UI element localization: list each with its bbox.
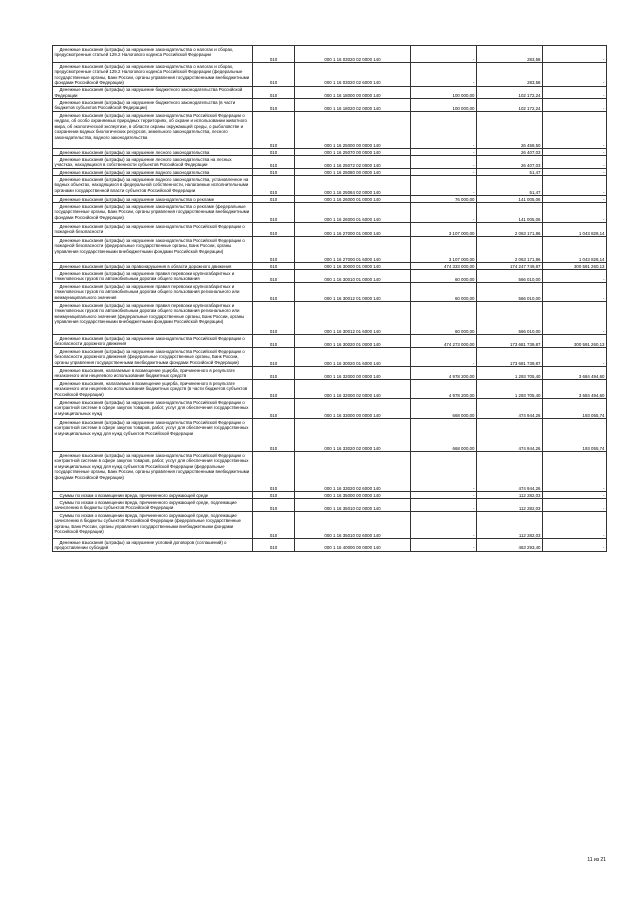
table-row xyxy=(53,46,607,63)
row-unexecuted-cell: 3 684 494,60 xyxy=(543,380,607,399)
row-name-cell: Денежные взыскания (штрафы) за нарушение законодательства о рекламе xyxy=(53,196,253,203)
row-approved-cell: - xyxy=(411,348,477,367)
row-name-cell: Денежные взыскания (штрафы) за нарушение правил перевозки крупногабаритных и тяжеловесных грузов по автомобильным дорогам общего пользования регионального или межмуниципального значения (федеральные государственные органы, Банк России, органы управления государственными внебюджетными фондами Российской Федерации) xyxy=(53,302,253,335)
row-approved-cell: 4 978 200,00 xyxy=(411,380,477,399)
row-code-cell: 010 xyxy=(253,63,295,87)
row-approved-cell: - xyxy=(411,512,477,539)
row-approved-cell: 76 000,00 xyxy=(411,196,477,203)
row-code-cell: 010 xyxy=(253,86,295,99)
row-name-cell: Денежные взыскания (штрафы) за нарушение правил перевозки крупногабаритных и тяжеловесных грузов по автомобильным дорогам общего пользования регионального или межмуниципального значения xyxy=(53,283,253,302)
row-code-cell: 010 xyxy=(253,112,295,149)
row-name-cell: Денежные взыскания (штрафы) за нарушение законодательства Российской Федерации о пожарной безопасности (федеральные государственные органы, Банк России, органы управления государственными внебюджетными фондами Российской Федерации) xyxy=(53,237,253,263)
row-code-cell: 010 xyxy=(253,399,295,419)
row-code-cell: 010 xyxy=(253,419,295,452)
page-number: 11 из 21 xyxy=(587,857,606,863)
table-body xyxy=(53,46,607,552)
row-name-cell: Суммы по искам о возмещении вреда, причиненного окружающей среде xyxy=(53,492,253,499)
row-kbk-cell: 000 1 16 27000 01 6000 140 xyxy=(295,237,411,263)
row-approved-cell: 100 000,00 xyxy=(411,86,477,99)
row-unexecuted-cell: - xyxy=(543,169,607,176)
row-code-cell: 010 xyxy=(253,452,295,492)
row-approved-cell: 60 000,00 xyxy=(411,270,477,283)
row-kbk-cell: 000 1 16 25072 02 0000 140 xyxy=(295,156,411,169)
row-kbk-cell: 000 1 16 30012 01 0000 140 xyxy=(295,283,411,302)
table-row xyxy=(53,399,607,419)
row-code-cell: 010 xyxy=(253,176,295,196)
row-executed-cell: 51,47 xyxy=(477,169,543,176)
row-executed-cell: 283,58 xyxy=(477,63,543,87)
table-row xyxy=(53,99,607,112)
row-executed-cell: 2 063 171,86 xyxy=(477,237,543,263)
table-row xyxy=(53,367,607,380)
row-kbk-cell: 000 1 16 18020 02 0000 140 xyxy=(295,99,411,112)
row-executed-cell: 51,47 xyxy=(477,176,543,196)
row-unexecuted-cell: 1 043 828,14 xyxy=(543,237,607,263)
row-name-cell: Денежные взыскания (штрафы) за нарушение правил перевозки крупногабаритных и тяжеловесных грузов по автомобильным дорогам общего пользования xyxy=(53,270,253,283)
row-name-cell: Денежные взыскания (штрафы) за нарушение условий договоров (соглашений) о предоставлении субсидий xyxy=(53,539,253,552)
table-row xyxy=(53,348,607,367)
row-name-cell: Суммы по искам о возмещении вреда, причиненного окружающей среде, подлежащие зачислению в бюджеты субъектов Российской Федерации (федеральные государственные органы, Банк России, органы управления государственными внебюджетными фондами Российской Федерации) xyxy=(53,512,253,539)
row-code-cell: 010 xyxy=(253,223,295,237)
row-name-cell: Денежные взыскания, налагаемые в возмещение ущерба, причиненного в результате незаконного или нецелевого использования бюджетных средств (в части бюджетов субъектов Российской Федерации) xyxy=(53,380,253,399)
table-row xyxy=(53,203,607,223)
table-row xyxy=(53,169,607,176)
row-approved-cell: - xyxy=(411,46,477,63)
row-kbk-cell: 000 1 16 25070 00 0000 140 xyxy=(295,149,411,156)
row-approved-cell: - xyxy=(411,156,477,169)
row-approved-cell: - xyxy=(411,499,477,512)
row-unexecuted-cell: - xyxy=(543,302,607,335)
row-code-cell: 010 xyxy=(253,512,295,539)
table-row xyxy=(53,112,607,149)
row-unexecuted-cell: 300 591 260,13 xyxy=(543,263,607,270)
row-kbk-cell: 000 1 16 35000 00 0000 140 xyxy=(295,492,411,499)
row-approved-cell: 668 000,00 xyxy=(411,399,477,419)
row-code-cell: 010 xyxy=(253,367,295,380)
row-code-cell: 010 xyxy=(253,492,295,499)
row-approved-cell: - xyxy=(411,176,477,196)
table-row xyxy=(53,419,607,452)
row-unexecuted-cell: 193 055,74 xyxy=(543,419,607,452)
row-executed-cell: 112 282,03 xyxy=(477,512,543,539)
row-unexecuted-cell: - xyxy=(543,176,607,196)
row-code-cell: 010 xyxy=(253,539,295,552)
row-executed-cell: 141 005,06 xyxy=(477,203,543,223)
row-kbk-cell: 000 1 16 18000 00 0000 140 xyxy=(295,86,411,99)
row-kbk-cell: 000 1 16 30020 01 0000 140 xyxy=(295,335,411,348)
table-row xyxy=(53,512,607,539)
row-kbk-cell: 000 1 16 35010 02 6000 140 xyxy=(295,512,411,539)
row-unexecuted-cell: - xyxy=(543,512,607,539)
table-row xyxy=(53,149,607,156)
table-row xyxy=(53,302,607,335)
table-row xyxy=(53,237,607,263)
row-unexecuted-cell: - xyxy=(543,156,607,169)
row-name-cell: Денежные взыскания (штрафы) за нарушение законодательства Российской Федерации о пожарной безопасности xyxy=(53,223,253,237)
row-name-cell: Денежные взыскания (штрафы) за нарушение бюджетного законодательства (в части бюджетов субъектов Российской Федерации) xyxy=(53,99,253,112)
row-approved-cell: 60 000,00 xyxy=(411,283,477,302)
row-executed-cell: 1 293 705,40 xyxy=(477,380,543,399)
row-executed-cell: 102 172,24 xyxy=(477,86,543,99)
row-code-cell: 010 xyxy=(253,46,295,63)
row-kbk-cell: 000 1 16 33020 02 0000 140 xyxy=(295,419,411,452)
row-code-cell: 010 xyxy=(253,263,295,270)
row-unexecuted-cell: 3 684 494,60 xyxy=(543,367,607,380)
row-name-cell: Денежные взыскания (штрафы) за нарушение лесного законодательства на лесных участках, находящихся в собственности субъектов Российской Федерации xyxy=(53,156,253,169)
row-code-cell: 010 xyxy=(253,149,295,156)
row-approved-cell: 100 000,00 xyxy=(411,99,477,112)
row-executed-cell: 102 172,24 xyxy=(477,99,543,112)
row-executed-cell: 26 458,50 xyxy=(477,112,543,149)
table-row xyxy=(53,539,607,552)
row-unexecuted-cell: - xyxy=(543,99,607,112)
row-executed-cell: 112 282,03 xyxy=(477,492,543,499)
row-executed-cell: 474 944,26 xyxy=(477,399,543,419)
row-code-cell: 010 xyxy=(253,499,295,512)
row-kbk-cell: 000 1 16 32000 00 0000 140 xyxy=(295,367,411,380)
row-code-cell: 010 xyxy=(253,335,295,348)
row-unexecuted-cell: 193 055,74 xyxy=(543,399,607,419)
row-kbk-cell: 000 1 16 33020 02 6000 140 xyxy=(295,452,411,492)
row-kbk-cell: 000 1 16 30010 01 0000 140 xyxy=(295,270,411,283)
row-name-cell: Денежные взыскания (штрафы) за нарушение водного законодательства, установленное на водных объектах, находящихся в федеральной собственности, налагаемые исполнительными органами государственной власти субъектов Российской Федерации xyxy=(53,176,253,196)
row-code-cell: 010 xyxy=(253,203,295,223)
row-code-cell: 010 xyxy=(253,270,295,283)
row-approved-cell: 474 273 000,00 xyxy=(411,335,477,348)
row-unexecuted-cell: - xyxy=(543,203,607,223)
row-code-cell: 010 xyxy=(253,99,295,112)
row-name-cell: Денежные взыскания (штрафы) за нарушение водного законодательства xyxy=(53,169,253,176)
table-row xyxy=(53,86,607,99)
table-row xyxy=(53,499,607,512)
row-kbk-cell: 000 1 16 30012 01 6000 140 xyxy=(295,302,411,335)
row-executed-cell: 474 944,26 xyxy=(477,452,543,492)
table-row xyxy=(53,223,607,237)
row-name-cell: Денежные взыскания (штрафы) за правонарушения в области дорожного движения xyxy=(53,263,253,270)
row-unexecuted-cell: - xyxy=(543,86,607,99)
table-row xyxy=(53,270,607,283)
row-unexecuted-cell: - xyxy=(543,196,607,203)
row-approved-cell: - xyxy=(411,203,477,223)
row-executed-cell: 174 247 749,87 xyxy=(477,263,543,270)
row-unexecuted-cell: - xyxy=(543,452,607,492)
row-unexecuted-cell: - xyxy=(543,499,607,512)
row-name-cell: Денежные взыскания (штрафы) за нарушение законодательства о налогах и сборах, предусмотренные статьей 129.2 Налогового кодекса Российской Федерации xyxy=(53,46,253,63)
table-row xyxy=(53,63,607,87)
table-row xyxy=(53,283,607,302)
row-approved-cell: - xyxy=(411,492,477,499)
table-row xyxy=(53,492,607,499)
row-kbk-cell: 000 1 16 27000 01 0000 140 xyxy=(295,223,411,237)
row-kbk-cell: 000 1 16 33000 00 0000 140 xyxy=(295,399,411,419)
row-code-cell: 010 xyxy=(253,156,295,169)
row-executed-cell: 112 282,03 xyxy=(477,499,543,512)
row-kbk-cell: 000 1 16 03020 02 0000 140 xyxy=(295,46,411,63)
row-approved-cell: - xyxy=(411,149,477,156)
row-code-cell: 010 xyxy=(253,348,295,367)
row-unexecuted-cell: - xyxy=(543,63,607,87)
row-executed-cell: 566 010,00 xyxy=(477,283,543,302)
row-executed-cell: 26 407,03 xyxy=(477,149,543,156)
row-executed-cell: 283,58 xyxy=(477,46,543,63)
row-name-cell: Денежные взыскания (штрафы) за нарушение законодательства Российской Федерации о безопасности дорожного движения xyxy=(53,335,253,348)
row-approved-cell: 474 333 000,00 xyxy=(411,263,477,270)
report-sheet xyxy=(52,45,606,552)
row-executed-cell: 141 005,06 xyxy=(477,196,543,203)
row-unexecuted-cell: 1 043 828,14 xyxy=(543,223,607,237)
row-name-cell: Денежные взыскания (штрафы) за нарушение бюджетного законодательства Российской Федерации xyxy=(53,86,253,99)
table-row xyxy=(53,196,607,203)
row-executed-cell: 26 407,03 xyxy=(477,156,543,169)
table-row xyxy=(53,263,607,270)
row-executed-cell: 173 681 739,87 xyxy=(477,335,543,348)
row-code-cell: 010 xyxy=(253,196,295,203)
row-name-cell: Денежные взыскания (штрафы) за нарушение законодательства Российской Федерации о контрактной системе в сфере закупок товаров, работ, услуг для обеспечения государственных и муниципальных нужд xyxy=(53,399,253,419)
table-row xyxy=(53,335,607,348)
row-executed-cell: 566 010,00 xyxy=(477,302,543,335)
row-code-cell: 010 xyxy=(253,380,295,399)
table-row xyxy=(53,176,607,196)
table-row xyxy=(53,380,607,399)
row-executed-cell: 1 293 705,40 xyxy=(477,367,543,380)
row-kbk-cell: 000 1 16 26000 01 6000 140 xyxy=(295,203,411,223)
row-approved-cell: - xyxy=(411,63,477,87)
row-kbk-cell: 000 1 16 25000 00 0000 140 xyxy=(295,112,411,149)
row-unexecuted-cell: - xyxy=(543,149,607,156)
row-unexecuted-cell: - xyxy=(543,112,607,149)
row-name-cell: Суммы по искам о возмещении вреда, причиненного окружающей среде, подлежащие зачислению в бюджеты субъектов Российской Федерации xyxy=(53,499,253,512)
row-executed-cell: 474 944,26 xyxy=(477,419,543,452)
table-row xyxy=(53,452,607,492)
row-approved-cell: - xyxy=(411,539,477,552)
row-name-cell: Денежные взыскания (штрафы) за нарушение законодательства о налогах и сборах, предусмотренные статьей 129.2 Налогового кодекса Российской Федерации (федеральные государственные органы, Банк России, органы управления государственными внебюджетными фондами Российской Федерации) xyxy=(53,63,253,87)
row-code-cell: 010 xyxy=(253,302,295,335)
row-name-cell: Денежные взыскания (штрафы) за нарушение законодательства Российской Федерации о безопасности дорожного движения (федеральные государственные органы, Банк России, органы управления государственными внебюджетными фондами Российской Федерации) xyxy=(53,348,253,367)
row-unexecuted-cell: - xyxy=(543,283,607,302)
row-name-cell: Денежные взыскания (штрафы) за нарушение лесного законодательства xyxy=(53,149,253,156)
row-kbk-cell: 000 1 16 25080 00 0000 140 xyxy=(295,169,411,176)
row-approved-cell: - xyxy=(411,112,477,149)
row-kbk-cell: 000 1 16 40000 00 0000 140 xyxy=(295,539,411,552)
revenue-table xyxy=(52,45,607,552)
row-kbk-cell: 000 1 16 25084 02 0000 140 xyxy=(295,176,411,196)
row-approved-cell: 60 000,00 xyxy=(411,302,477,335)
row-executed-cell: 2 063 171,86 xyxy=(477,223,543,237)
row-unexecuted-cell: 300 591 260,13 xyxy=(543,335,607,348)
row-kbk-cell: 000 1 16 30000 01 0000 140 xyxy=(295,263,411,270)
row-kbk-cell: 000 1 16 26000 01 0000 140 xyxy=(295,196,411,203)
row-code-cell: 010 xyxy=(253,283,295,302)
row-approved-cell: 3 107 000,00 xyxy=(411,237,477,263)
row-approved-cell: - xyxy=(411,452,477,492)
row-kbk-cell: 000 1 16 03020 02 6000 140 xyxy=(295,63,411,87)
row-approved-cell: 4 978 200,00 xyxy=(411,367,477,380)
row-kbk-cell: 000 1 16 32000 02 0000 140 xyxy=(295,380,411,399)
row-name-cell: Денежные взыскания (штрафы) за нарушение законодательства Российской Федерации о недрах, об особо охраняемых природных территориях, об охране и использовании животного мира, об экологической экспертизе, в области охраны окружающей среды, о рыболовстве и сохранении водных биологических ресурсов, земельного законодательства, лесного законодательства, водного законодательства xyxy=(53,112,253,149)
row-approved-cell: 668 000,00 xyxy=(411,419,477,452)
row-code-cell: 010 xyxy=(253,169,295,176)
row-kbk-cell: 000 1 16 30020 01 6000 140 xyxy=(295,348,411,367)
row-code-cell: 010 xyxy=(253,237,295,263)
row-name-cell: Денежные взыскания (штрафы) за нарушение законодательства Российской Федерации о контрактной системе в сфере закупок товаров, работ, услуг для обеспечения государственных и муниципальных нужд для нужд субъектов Российской Федерации xyxy=(53,419,253,452)
row-unexecuted-cell: - xyxy=(543,46,607,63)
row-unexecuted-cell: - xyxy=(543,492,607,499)
row-unexecuted-cell: - xyxy=(543,348,607,367)
row-executed-cell: 173 681 739,87 xyxy=(477,348,543,367)
row-approved-cell: - xyxy=(411,169,477,176)
row-name-cell: Денежные взыскания (штрафы) за нарушение законодательства Российской Федерации о контрактной системе в сфере закупок товаров, работ, услуг для обеспечения государственных и муниципальных нужд для нужд субъектов Российской Федерации (федеральные государственные органы, Банк России, органы управления государственными внебюджетными фондами Российской Федерации) xyxy=(53,452,253,492)
row-approved-cell: 3 107 000,00 xyxy=(411,223,477,237)
row-executed-cell: 463 293,40 xyxy=(477,539,543,552)
table-row xyxy=(53,156,607,169)
row-unexecuted-cell: - xyxy=(543,539,607,552)
row-unexecuted-cell: - xyxy=(543,270,607,283)
row-name-cell: Денежные взыскания (штрафы) за нарушение законодательства о рекламе (федеральные государственные органы, Банк России, органы управления государственными внебюджетными фондами Российской Федерации) xyxy=(53,203,253,223)
row-name-cell: Денежные взыскания, налагаемые в возмещение ущерба, причиненного в результате незаконного или нецелевого использования бюджетных средств xyxy=(53,367,253,380)
row-executed-cell: 566 010,00 xyxy=(477,270,543,283)
row-kbk-cell: 000 1 16 35010 02 0000 140 xyxy=(295,499,411,512)
